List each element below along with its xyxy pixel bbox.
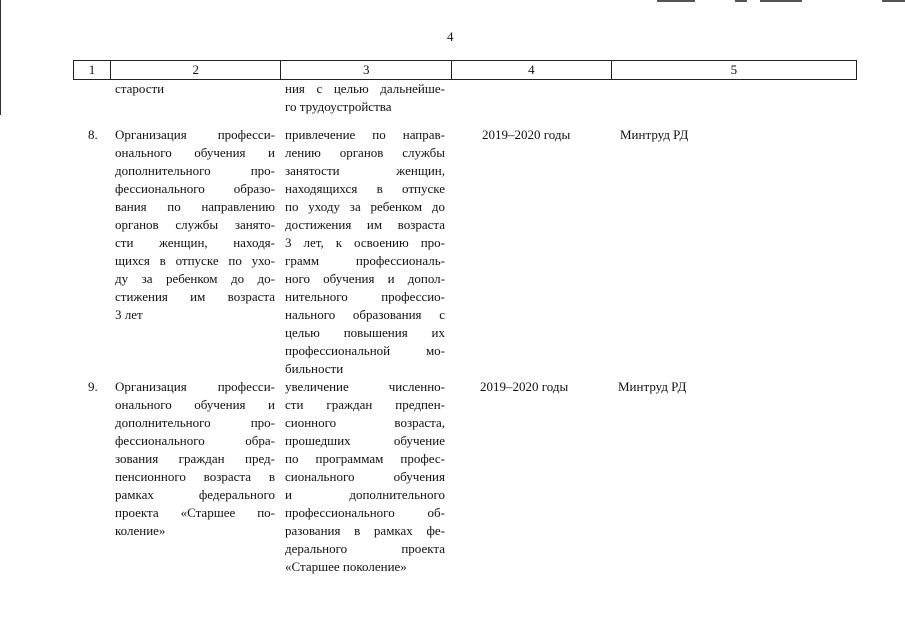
text-line: проекта «Старшее по- (115, 505, 275, 520)
text-line: сионального обучения (285, 469, 445, 484)
header-cell: 1 (74, 61, 111, 79)
scan-mark (882, 0, 905, 2)
text-line: стижения им возраста (115, 289, 275, 304)
header-cell: 5 (730, 62, 738, 77)
text-line: органов службы занято- (115, 217, 275, 232)
row-number: 9. (88, 379, 98, 394)
text-line: сионного возраста, (285, 415, 445, 430)
text-line: «Старшее поколение» (285, 559, 407, 574)
continuation-col3 (285, 80, 445, 116)
text-line: дерального проекта (285, 541, 445, 556)
text-line: нительного профессио- (285, 289, 445, 304)
scan-mark (735, 0, 747, 2)
row-result (285, 378, 445, 576)
text-line: нального образования с (285, 307, 445, 322)
text-line: онального обучения и (115, 145, 275, 160)
text-line: старости (115, 81, 165, 96)
table-header (73, 60, 857, 80)
text-line: сти граждан предпен- (285, 397, 445, 412)
text-line: рамках федерального (115, 487, 275, 502)
row-activity (115, 378, 275, 540)
text-line: по уходу за ребенком до (285, 199, 445, 214)
text-line: Организация професси- (115, 379, 275, 394)
text-line: занятости женщин, (285, 163, 445, 178)
text-line: сти женщин, находя- (115, 235, 275, 250)
scan-edge (0, 0, 1, 115)
text-line: прошедших обучение (285, 433, 445, 448)
row-responsible: Минтруд РД (618, 379, 687, 394)
row-number: 8. (88, 127, 98, 142)
text-line: фессионального обра- (115, 433, 275, 448)
text-line: целью повышения их (285, 325, 445, 340)
text-line: достижения им возраста (285, 217, 445, 232)
text-line: онального обучения и (115, 397, 275, 412)
text-line: 3 лет, к освоению про- (285, 235, 445, 250)
text-line: ного обучения и допол- (285, 271, 445, 286)
text-line: фессионального образо- (115, 181, 275, 196)
text-line: щихся в отпуске по ухо- (115, 253, 275, 268)
scan-mark (657, 0, 695, 2)
text-line: вания по направлению (115, 199, 275, 214)
text-line: по программам профес- (285, 451, 445, 466)
text-line: бильности (285, 361, 344, 376)
text-line: дополнительного про- (115, 415, 275, 430)
text-line: ду за ребенком до до- (115, 271, 275, 286)
text-line: и дополнительного (285, 487, 445, 502)
text-line: грамм профессиональ- (285, 253, 445, 268)
text-line: находящихся в отпуске (285, 181, 445, 196)
row-responsible: Минтруд РД (620, 127, 689, 142)
header-cell: 2 (111, 61, 282, 79)
header-cell: 3 (281, 61, 452, 79)
text-line: пенсионного возраста в (115, 469, 275, 484)
text-line: ния с целью дальнейше- (285, 81, 445, 96)
scan-mark (760, 0, 802, 2)
text-line: разования в рамках фе- (285, 523, 445, 538)
text-line: 3 лет (115, 307, 143, 322)
row-result (285, 126, 445, 378)
text-line: зования граждан пред- (115, 451, 275, 466)
row-period: 2019–2020 годы (480, 379, 569, 394)
text-line: увеличение численно- (285, 379, 445, 394)
text-line: профессиональной мо- (285, 343, 445, 358)
text-line: профессионального об- (285, 505, 445, 520)
row-period: 2019–2020 годы (482, 127, 571, 142)
page-number: 4 (447, 29, 454, 44)
text-line: коление» (115, 523, 166, 538)
header-cell: 4 (452, 61, 612, 79)
row-activity (115, 126, 275, 324)
text-line: Организация професси- (115, 127, 275, 142)
text-line: го трудоустройства (285, 99, 392, 114)
text-line: дополнительного про- (115, 163, 275, 178)
continuation-col2 (115, 80, 275, 98)
text-line: лению органов службы (285, 145, 445, 160)
text-line: привлечение по направ- (285, 127, 445, 142)
